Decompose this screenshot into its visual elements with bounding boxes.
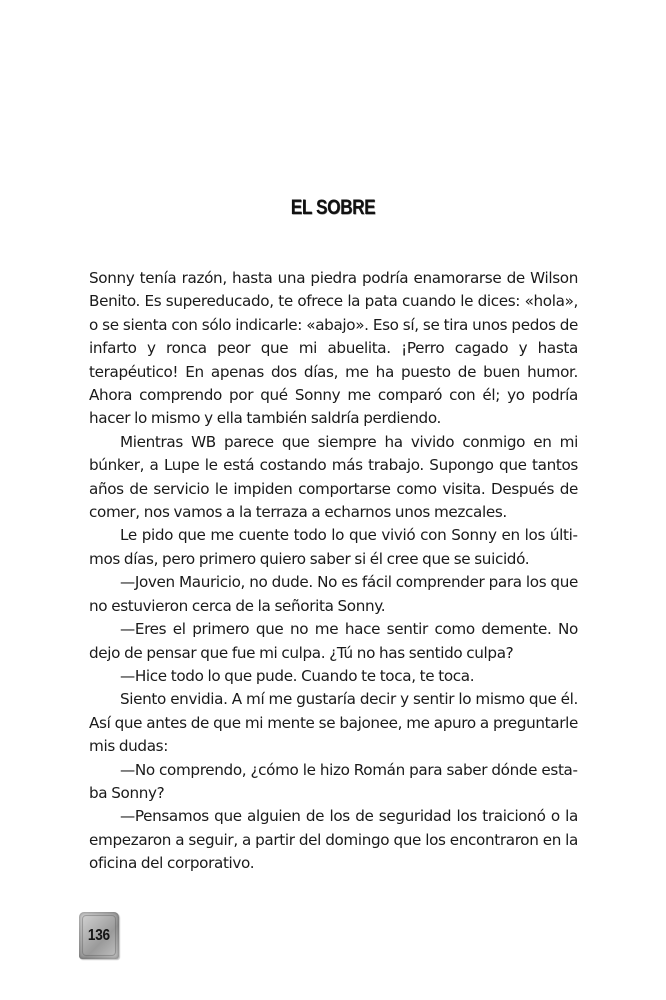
dialogue-paragraph: —Eres el primero que no me hace sentir como demente. No dejo de pensar que fue mi culpa. ¿Tú no has sentido culpa? — [89, 620, 578, 662]
body-text — [89, 267, 578, 876]
page-number: 136 — [88, 926, 110, 944]
paragraph: Le pido que me cuente todo lo que vivió con Sonny en los últimos días, pero primero quiero saber si él cree que se suicidó. — [89, 526, 578, 568]
chapter-title: EL SOBRE — [290, 196, 376, 219]
dialogue-paragraph: —Hice todo lo que pude. Cuando te toca, te toca. — [120, 666, 475, 685]
dialogue-paragraph: —No comprendo, ¿cómo le hizo Román para saber dónde estaba Sonny? — [89, 760, 578, 802]
paragraph: Siento envidia. A mí me gustaría decir y sentir lo mismo que él. Así que antes de que mi mente se bajonee, me apuro a preguntarle mis dudas: — [89, 690, 578, 756]
paragraph: Mientras WB parece que siempre ha vivido conmigo en mi búnker, a Lupe le está costando más trabajo. Supongo que tantos años de servicio le impiden comportarse como visita. Después de comer, nos vamos a la terraza a echarnos unos mezcales. — [89, 432, 578, 522]
page-number-badge — [79, 912, 119, 959]
dialogue-paragraph: —Joven Mauricio, no dude. No es fácil comprender para los que no estuvieron cerca de la señorita Sonny. — [89, 573, 578, 615]
paragraph: Sonny tenía razón, hasta una piedra podría enamorarse de Wilson Benito. Es supereducado, te ofrece la pata cuando le dices: «hola», o se sienta con sólo indicarle: «abajo». Eso sí, se tira unos pedos de infarto y ronca peor que mi abuelita. ¡Perro cagado y hasta terapéutico! En apenas dos días, me ha puesto de buen humor. Ahora comprendo por qué Sonny me comparó con él; yo podría hacer lo mismo y ella también saldría perdiendo. — [89, 269, 578, 428]
dialogue-paragraph: —Pensamos que alguien de los de seguridad los traicionó o la empezaron a seguir, a partir del domingo que los encontraron en la oficina del corporativo. — [89, 807, 578, 873]
